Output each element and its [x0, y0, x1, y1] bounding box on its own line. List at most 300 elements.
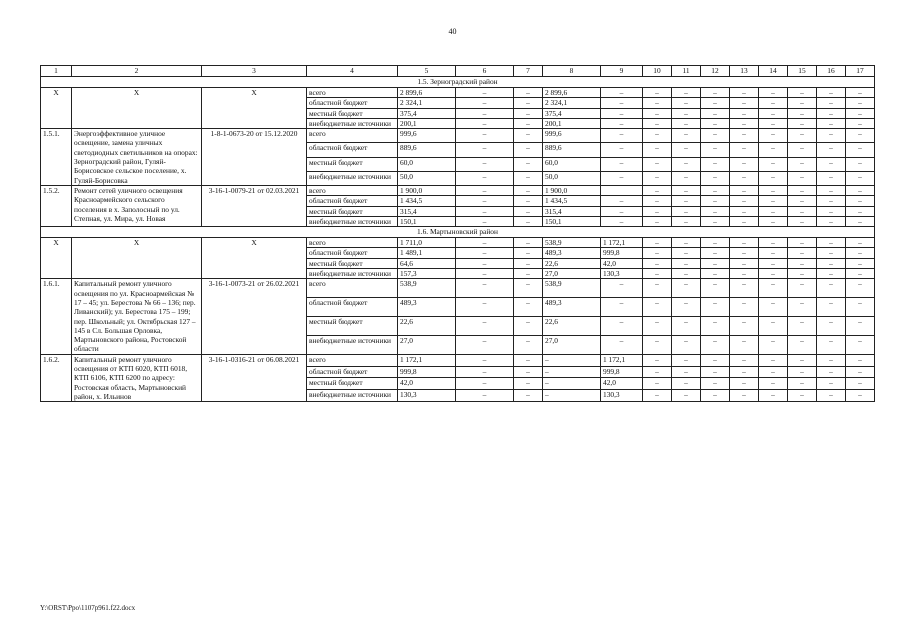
value-col14: – [759, 129, 788, 143]
value-col7: – [514, 185, 543, 195]
value-col8: 489,3 [543, 298, 601, 317]
column-number: 5 [398, 66, 456, 77]
document-reference: 3-16-1-0316-21 от 06.08.2021 [202, 354, 307, 401]
value-col15: – [788, 279, 817, 298]
value-col16: – [817, 378, 846, 390]
funding-source: областной бюджет [307, 298, 398, 317]
value-col12: – [701, 317, 730, 336]
table-row [41, 279, 875, 298]
value-col16: – [817, 206, 846, 216]
value-col10: – [643, 279, 672, 298]
column-number: 1 [41, 66, 72, 77]
value-col7: – [514, 216, 543, 226]
value-total: 1 900,0 [398, 185, 456, 195]
value-col10: – [643, 108, 672, 118]
funding-source: областной бюджет [307, 196, 398, 206]
value-total: 2 899,6 [398, 88, 456, 98]
value-col8: 2 899,6 [543, 88, 601, 98]
value-col9: – [601, 216, 643, 226]
value-col7: – [514, 171, 543, 185]
value-col13: – [730, 118, 759, 128]
funding-source: всего [307, 185, 398, 195]
value-col8: 27,0 [543, 269, 601, 279]
value-col6: – [456, 88, 514, 98]
value-col6: – [456, 157, 514, 171]
value-col9: – [601, 298, 643, 317]
column-number: 10 [643, 66, 672, 77]
funding-source: внебюджетные источники [307, 335, 398, 354]
value-col17: – [846, 216, 875, 226]
value-col17: – [846, 335, 875, 354]
value-col15: – [788, 269, 817, 279]
section-title: 1.6. Мартыновский район [41, 227, 875, 238]
value-col15: – [788, 238, 817, 248]
value-col16: – [817, 98, 846, 108]
value-col9: 42,0 [601, 378, 643, 390]
funding-source: местный бюджет [307, 378, 398, 390]
column-number: 4 [307, 66, 398, 77]
value-col6: – [456, 298, 514, 317]
value-col15: – [788, 196, 817, 206]
value-col13: – [730, 185, 759, 195]
value-col9: – [601, 118, 643, 128]
value-col17: – [846, 118, 875, 128]
value-col12: – [701, 390, 730, 402]
value-col8: 60,0 [543, 157, 601, 171]
value-col15: – [788, 206, 817, 216]
value-col12: – [701, 248, 730, 258]
value-col7: – [514, 196, 543, 206]
value-col12: – [701, 88, 730, 98]
value-col11: – [672, 366, 701, 378]
value-total: 42,0 [398, 378, 456, 390]
value-col7: – [514, 129, 543, 143]
item-number: 1.5.2. [41, 185, 72, 226]
value-col15: – [788, 366, 817, 378]
value-col10: – [643, 317, 672, 336]
value-col7: – [514, 335, 543, 354]
value-col9: – [601, 88, 643, 98]
value-col9: 130,3 [601, 269, 643, 279]
value-col10: – [643, 206, 672, 216]
value-total: 999,6 [398, 129, 456, 143]
value-col17: – [846, 390, 875, 402]
item-name: Энергоэффективное уличное освещение, замена уличных светодиодных светильников на опорах: Зерноградский район, Гуляй-Борисовское сельское поселение, х. Гуляй-Борисовка [72, 129, 202, 186]
value-total: 130,3 [398, 390, 456, 402]
value-col14: – [759, 171, 788, 185]
value-col16: – [817, 248, 846, 258]
value-col16: – [817, 279, 846, 298]
value-col15: – [788, 317, 817, 336]
value-col13: – [730, 108, 759, 118]
value-col17: – [846, 185, 875, 195]
value-col8: 1 434,5 [543, 196, 601, 206]
column-number: 17 [846, 66, 875, 77]
value-col16: – [817, 157, 846, 171]
value-col15: – [788, 98, 817, 108]
value-col13: – [730, 98, 759, 108]
value-col13: – [730, 143, 759, 157]
value-col13: – [730, 354, 759, 366]
value-col11: – [672, 269, 701, 279]
value-col17: – [846, 366, 875, 378]
value-col17: – [846, 279, 875, 298]
value-col12: – [701, 171, 730, 185]
document-reference: X [202, 88, 307, 129]
value-col14: – [759, 238, 788, 248]
value-col14: – [759, 108, 788, 118]
value-col13: – [730, 238, 759, 248]
column-number: 11 [672, 66, 701, 77]
value-col7: – [514, 143, 543, 157]
funding-source: всего [307, 88, 398, 98]
value-col10: – [643, 378, 672, 390]
funding-source: областной бюджет [307, 98, 398, 108]
value-col8: 200,1 [543, 118, 601, 128]
value-col16: – [817, 216, 846, 226]
value-col13: – [730, 390, 759, 402]
funding-source: внебюджетные источники [307, 171, 398, 185]
value-col8: 538,9 [543, 238, 601, 248]
document-reference: X [202, 238, 307, 279]
value-col12: – [701, 129, 730, 143]
value-col6: – [456, 366, 514, 378]
value-col11: – [672, 129, 701, 143]
funding-source: областной бюджет [307, 366, 398, 378]
funding-source: местный бюджет [307, 317, 398, 336]
value-col6: – [456, 317, 514, 336]
value-col11: – [672, 279, 701, 298]
value-total: 2 324,1 [398, 98, 456, 108]
value-col11: – [672, 317, 701, 336]
value-col7: – [514, 118, 543, 128]
value-col13: – [730, 317, 759, 336]
value-col17: – [846, 129, 875, 143]
value-col15: – [788, 258, 817, 268]
value-col9: 999,8 [601, 248, 643, 258]
value-col9: – [601, 157, 643, 171]
value-col8: – [543, 378, 601, 390]
value-col14: – [759, 390, 788, 402]
value-col10: – [643, 248, 672, 258]
value-col17: – [846, 354, 875, 366]
item-name: Капитальный ремонт уличного освещения по ул. Красноармейская № 17 – 45; ул. Берестова № 66 – 136; пер. Ливанский); ул. Берестова 175 – 199; пер. Школьный; ул. Октябрьская 127 – 145 в Сл. Большая Орловка, Мартыновского района, Ростовской области [72, 279, 202, 354]
value-col6: – [456, 258, 514, 268]
value-col11: – [672, 171, 701, 185]
value-col12: – [701, 298, 730, 317]
value-col13: – [730, 258, 759, 268]
value-col14: – [759, 378, 788, 390]
table-row [41, 354, 875, 366]
value-col17: – [846, 171, 875, 185]
value-col11: – [672, 157, 701, 171]
column-number: 12 [701, 66, 730, 77]
value-col16: – [817, 185, 846, 195]
value-col15: – [788, 248, 817, 258]
value-col14: – [759, 298, 788, 317]
value-col13: – [730, 279, 759, 298]
value-col12: – [701, 258, 730, 268]
funding-source: всего [307, 238, 398, 248]
column-number: 15 [788, 66, 817, 77]
value-col6: – [456, 378, 514, 390]
value-col9: – [601, 98, 643, 108]
value-col12: – [701, 238, 730, 248]
value-col10: – [643, 157, 672, 171]
value-total: 889,6 [398, 143, 456, 157]
item-name: X [72, 238, 202, 279]
value-col9: 999,8 [601, 366, 643, 378]
column-number: 9 [601, 66, 643, 77]
item-number: X [41, 238, 72, 279]
value-col7: – [514, 390, 543, 402]
value-col10: – [643, 269, 672, 279]
column-number: 7 [514, 66, 543, 77]
value-col15: – [788, 298, 817, 317]
value-col13: – [730, 157, 759, 171]
value-col8: 375,4 [543, 108, 601, 118]
item-number: X [41, 88, 72, 129]
value-total: 489,3 [398, 298, 456, 317]
value-col11: – [672, 298, 701, 317]
value-col13: – [730, 216, 759, 226]
value-col11: – [672, 354, 701, 366]
value-col12: – [701, 118, 730, 128]
value-col6: – [456, 108, 514, 118]
value-col6: – [456, 129, 514, 143]
value-col12: – [701, 216, 730, 226]
value-col13: – [730, 269, 759, 279]
value-col16: – [817, 171, 846, 185]
value-total: 22,6 [398, 317, 456, 336]
item-number: 1.5.1. [41, 129, 72, 186]
value-col14: – [759, 206, 788, 216]
value-col10: – [643, 185, 672, 195]
value-col12: – [701, 366, 730, 378]
value-col15: – [788, 157, 817, 171]
value-col11: – [672, 216, 701, 226]
value-col15: – [788, 129, 817, 143]
value-col14: – [759, 98, 788, 108]
value-col14: – [759, 185, 788, 195]
value-col15: – [788, 354, 817, 366]
value-col11: – [672, 98, 701, 108]
value-col10: – [643, 390, 672, 402]
table-row [41, 238, 875, 248]
value-col13: – [730, 129, 759, 143]
value-col11: – [672, 378, 701, 390]
value-col14: – [759, 317, 788, 336]
value-col16: – [817, 258, 846, 268]
value-col13: – [730, 88, 759, 98]
value-col13: – [730, 335, 759, 354]
funding-source: внебюджетные источники [307, 390, 398, 402]
value-col14: – [759, 269, 788, 279]
value-col16: – [817, 238, 846, 248]
value-col13: – [730, 171, 759, 185]
value-col17: – [846, 157, 875, 171]
value-col16: – [817, 390, 846, 402]
funding-source: местный бюджет [307, 157, 398, 171]
value-col10: – [643, 129, 672, 143]
value-total: 999,8 [398, 366, 456, 378]
value-col12: – [701, 206, 730, 216]
value-col7: – [514, 269, 543, 279]
value-col14: – [759, 143, 788, 157]
value-col10: – [643, 88, 672, 98]
value-col14: – [759, 216, 788, 226]
value-col12: – [701, 185, 730, 195]
value-col11: – [672, 390, 701, 402]
value-col8: 150,1 [543, 216, 601, 226]
document-reference: 3-16-1-0079-21 от 02.03.2021 [202, 185, 307, 226]
value-col9: – [601, 206, 643, 216]
value-col15: – [788, 390, 817, 402]
value-col17: – [846, 317, 875, 336]
value-col8: – [543, 390, 601, 402]
value-col9: 42,0 [601, 258, 643, 268]
value-col14: – [759, 88, 788, 98]
value-col10: – [643, 196, 672, 206]
value-col10: – [643, 98, 672, 108]
value-col10: – [643, 143, 672, 157]
value-col12: – [701, 279, 730, 298]
value-col8: 889,6 [543, 143, 601, 157]
value-col6: – [456, 335, 514, 354]
value-col16: – [817, 366, 846, 378]
funding-source: местный бюджет [307, 206, 398, 216]
value-total: 200,1 [398, 118, 456, 128]
value-col15: – [788, 143, 817, 157]
value-col11: – [672, 143, 701, 157]
value-col7: – [514, 258, 543, 268]
value-col8: 999,6 [543, 129, 601, 143]
value-col14: – [759, 157, 788, 171]
value-col14: – [759, 366, 788, 378]
value-total: 150,1 [398, 216, 456, 226]
value-col11: – [672, 238, 701, 248]
funding-source: внебюджетные источники [307, 118, 398, 128]
value-col10: – [643, 366, 672, 378]
value-col12: – [701, 98, 730, 108]
value-col7: – [514, 238, 543, 248]
value-col17: – [846, 143, 875, 157]
value-col9: – [601, 335, 643, 354]
value-col6: – [456, 98, 514, 108]
value-total: 27,0 [398, 335, 456, 354]
value-col16: – [817, 118, 846, 128]
value-col17: – [846, 378, 875, 390]
value-col9: – [601, 108, 643, 118]
value-col14: – [759, 118, 788, 128]
item-name: Ремонт сетей уличного освещения Красноармейского сельского поселения в х. Заполосный по ул. Степная, ул. Мира, ул. Новая [72, 185, 202, 226]
value-col15: – [788, 185, 817, 195]
value-col7: – [514, 298, 543, 317]
value-col10: – [643, 354, 672, 366]
funding-source: областной бюджет [307, 143, 398, 157]
value-col7: – [514, 108, 543, 118]
value-col16: – [817, 88, 846, 98]
value-col12: – [701, 143, 730, 157]
value-col9: 1 172,1 [601, 238, 643, 248]
value-col6: – [456, 216, 514, 226]
value-col10: – [643, 298, 672, 317]
value-col6: – [456, 238, 514, 248]
column-number: 3 [202, 66, 307, 77]
value-col13: – [730, 298, 759, 317]
value-col9: 1 172,1 [601, 354, 643, 366]
value-col17: – [846, 196, 875, 206]
value-col16: – [817, 108, 846, 118]
value-col13: – [730, 248, 759, 258]
value-total: 60,0 [398, 157, 456, 171]
value-total: 315,4 [398, 206, 456, 216]
section-title-row [41, 77, 875, 88]
value-col11: – [672, 88, 701, 98]
value-col10: – [643, 118, 672, 128]
value-col7: – [514, 366, 543, 378]
column-number: 2 [72, 66, 202, 77]
value-total: 375,4 [398, 108, 456, 118]
value-col6: – [456, 118, 514, 128]
value-total: 1 489,1 [398, 248, 456, 258]
value-col14: – [759, 196, 788, 206]
value-col9 [601, 185, 643, 195]
value-col9: – [601, 129, 643, 143]
value-total: 538,9 [398, 279, 456, 298]
value-col16: – [817, 298, 846, 317]
value-col13: – [730, 366, 759, 378]
value-col11: – [672, 196, 701, 206]
section-title-row [41, 227, 875, 238]
value-col15: – [788, 335, 817, 354]
value-col12: – [701, 378, 730, 390]
value-col15: – [788, 216, 817, 226]
document-reference: 1-8-1-0673-20 от 15.12.2020 [202, 129, 307, 186]
value-col10: – [643, 216, 672, 226]
value-col12: – [701, 108, 730, 118]
value-col6: – [456, 390, 514, 402]
value-col14: – [759, 354, 788, 366]
value-col6: – [456, 171, 514, 185]
value-col6: – [456, 196, 514, 206]
document-reference: 3-16-1-0073-21 от 26.02.2021 [202, 279, 307, 354]
value-col12: – [701, 354, 730, 366]
value-col16: – [817, 129, 846, 143]
page-number: 40 [448, 27, 457, 36]
value-col9: – [601, 171, 643, 185]
value-col14: – [759, 248, 788, 258]
value-total: 50,0 [398, 171, 456, 185]
value-col9: 130,3 [601, 390, 643, 402]
value-col17: – [846, 298, 875, 317]
table-row [41, 185, 875, 195]
value-col7: – [514, 157, 543, 171]
value-col11: – [672, 335, 701, 354]
funding-source: внебюджетные источники [307, 216, 398, 226]
file-path-footer: Y:\ORST\Ppo\1107p961.f22.docx [40, 604, 136, 612]
table-row [41, 129, 875, 143]
value-col17: – [846, 108, 875, 118]
value-col11: – [672, 206, 701, 216]
value-col11: – [672, 258, 701, 268]
value-col9: – [601, 143, 643, 157]
value-col9: – [601, 279, 643, 298]
value-col17: – [846, 238, 875, 248]
funding-source: всего [307, 129, 398, 143]
value-col8: 2 324,1 [543, 98, 601, 108]
value-col8: 27,0 [543, 335, 601, 354]
